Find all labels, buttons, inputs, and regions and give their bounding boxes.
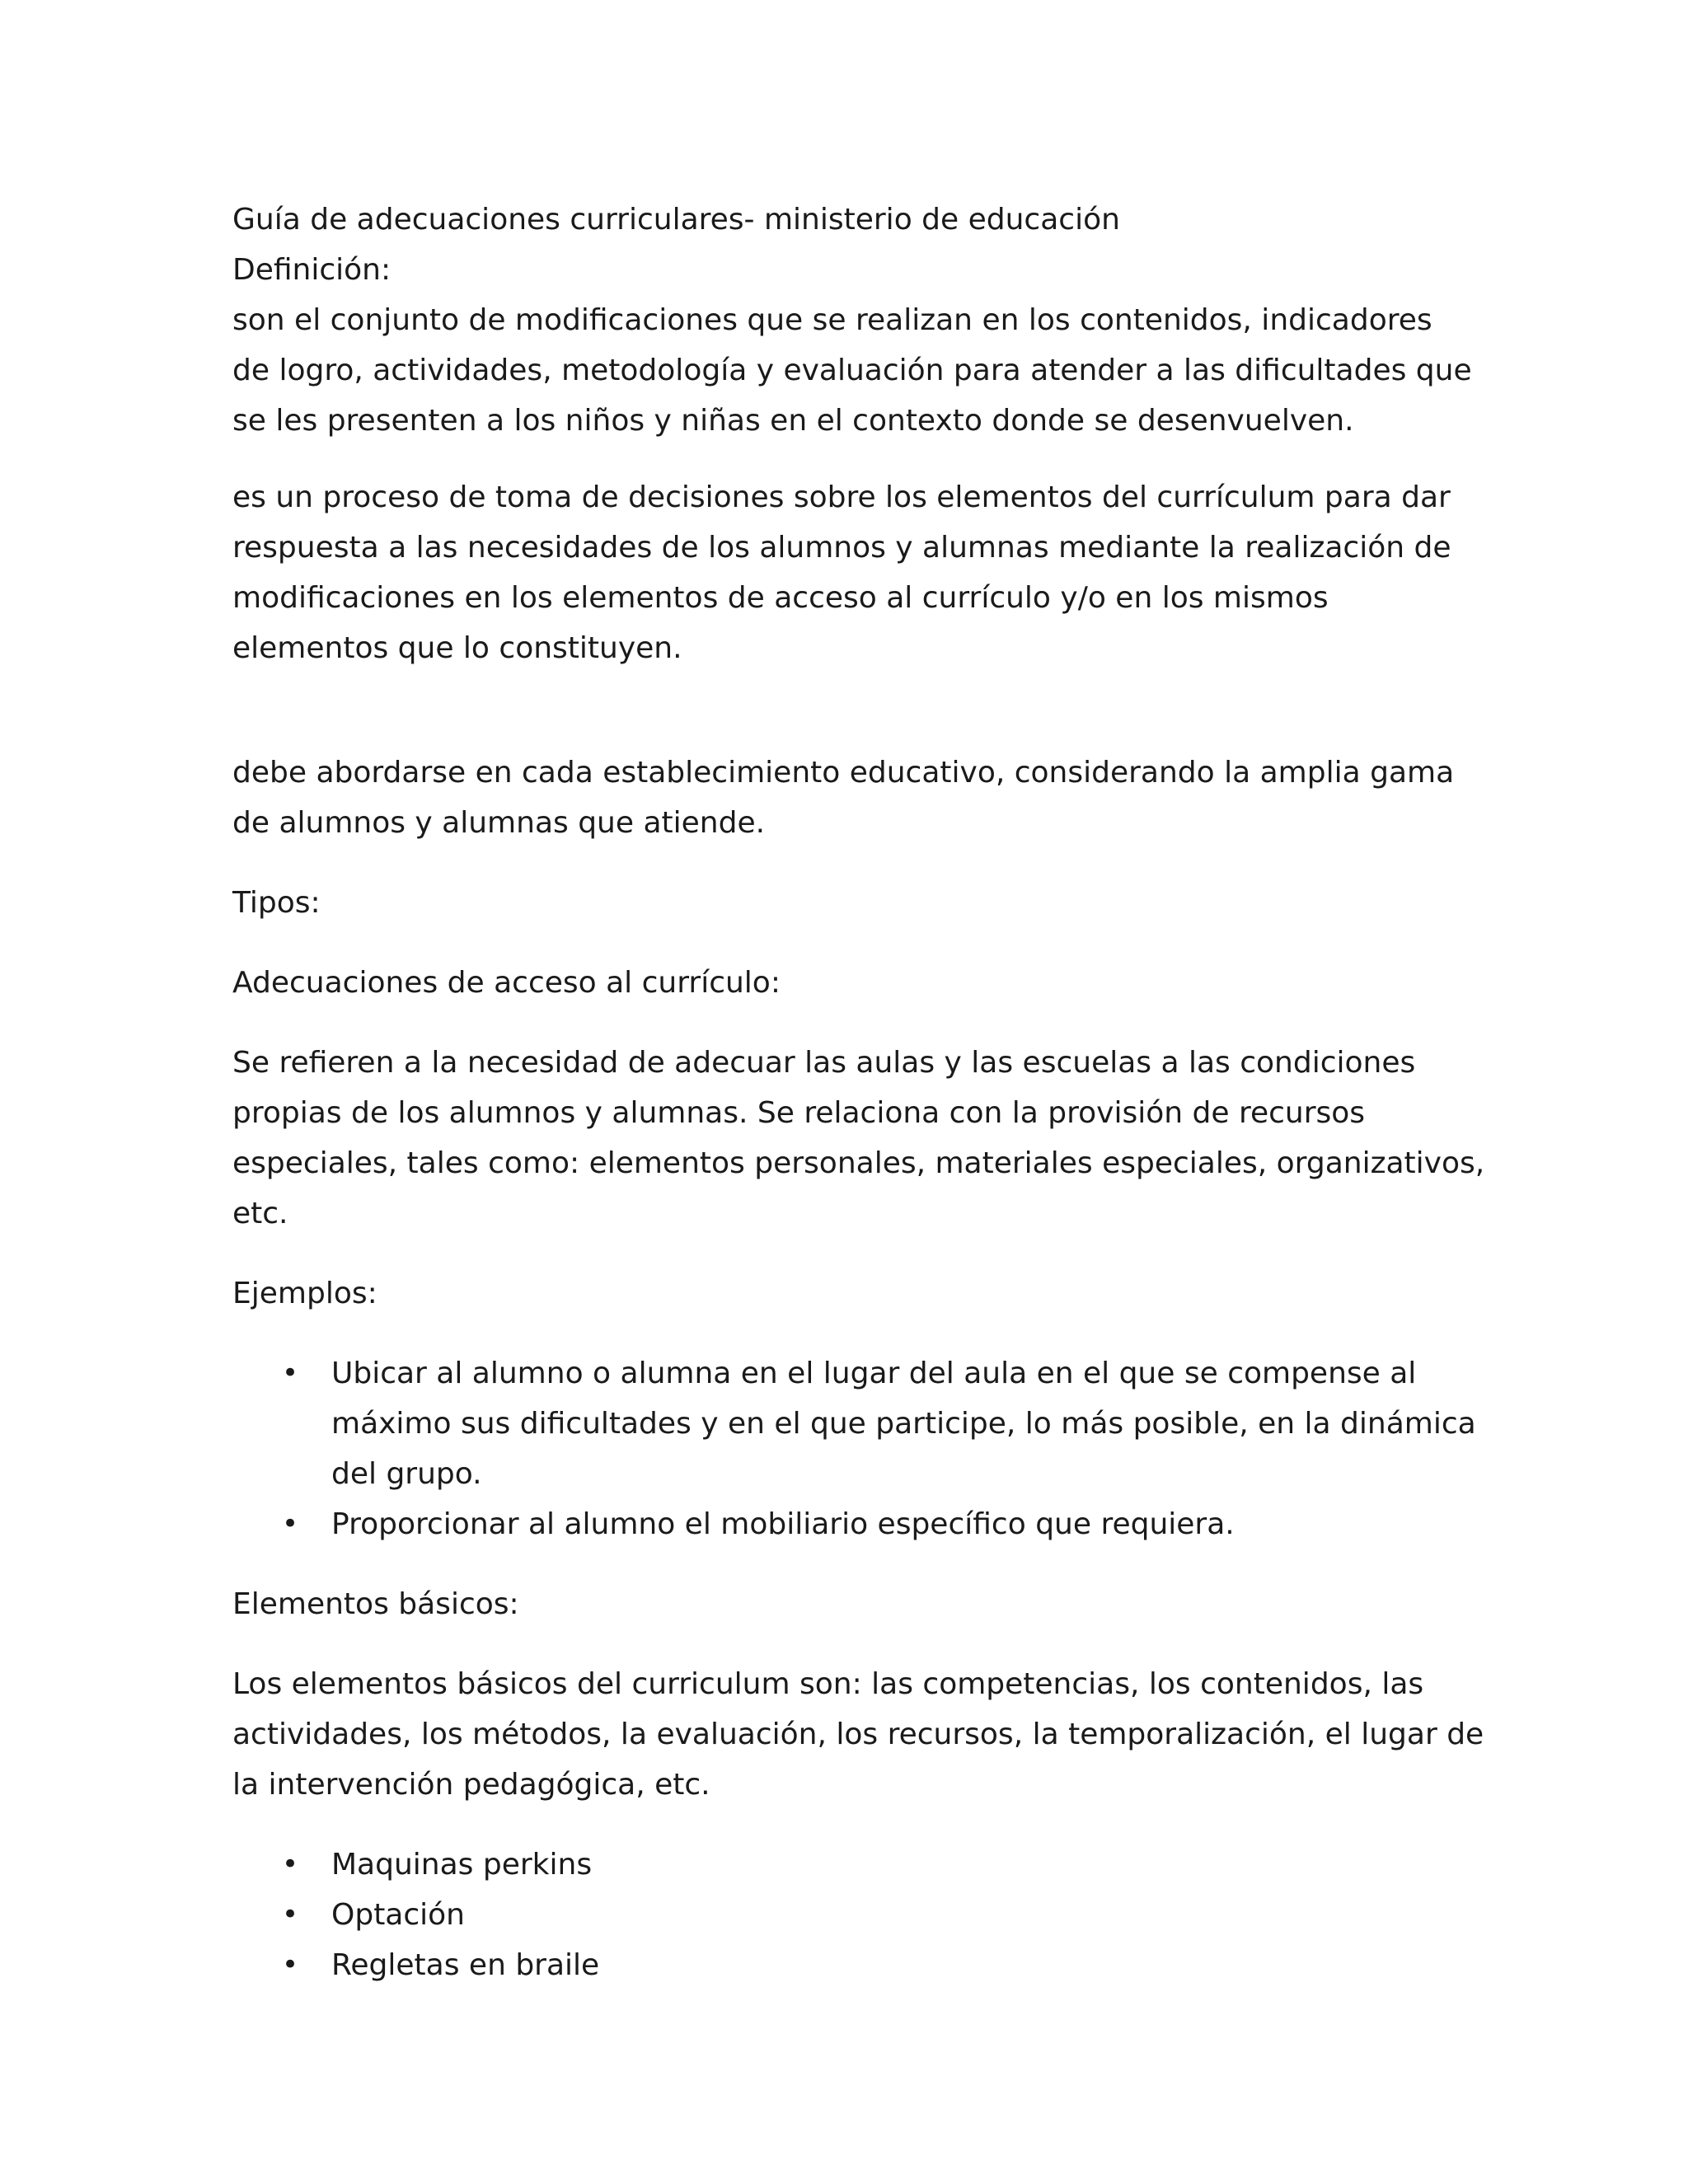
basics-line: actividades, los métodos, la evaluación, los recursos, la temporalización, el lugar de [232,1718,1484,1751]
access-heading: Adecuaciones de acceso al currículo: [232,966,781,1000]
access-line: especiales, tales como: elementos personales, materiales especiales, organizativos, [232,1146,1485,1180]
process-line: modificaciones en los elementos de acceso al currículo y/o en los mismos [232,581,1329,615]
list-item-line: Regletas en braile [331,1948,600,1982]
process-paragraph [232,472,1457,673]
basics-line: la intervención pedagógica, etc. [232,1768,710,1802]
document-title: Guía de adecuaciones curriculares- ministerio de educación [232,203,1120,237]
access-paragraph [232,1038,1485,1239]
list-item [232,1840,1457,1890]
approach-paragraph [232,748,1457,848]
list-item [232,1890,1457,1940]
list-item-line: Maquinas perkins [331,1848,593,1882]
list-item-line: máximo sus dificultades y en el que participe, lo más posible, en la dinámica [331,1407,1476,1441]
bullet-icon: • [282,1948,299,1981]
basics-paragraph [232,1659,1484,1810]
list-item-line: Optación [331,1898,465,1932]
list-item [232,1499,1457,1549]
access-line: propias de los alumnos y alumnas. Se relaciona con la provisión de recursos [232,1096,1366,1130]
resources-list [232,1840,1457,1990]
process-line: es un proceso de toma de decisiones sobre los elementos del currículum para dar [232,480,1451,514]
basics-line: Los elementos básicos del curriculum son: las competencias, los contenidos, las [232,1667,1424,1701]
bullet-icon: • [282,1898,299,1931]
process-line: respuesta a las necesidades de los alumnos y alumnas mediante la realización de [232,531,1451,565]
basics-heading: Elementos básicos: [232,1587,519,1621]
definition-line: son el conjunto de modificaciones que se realizan en los contenidos, indicadores [232,303,1432,337]
bullet-icon: • [282,1357,299,1390]
bullet-icon: • [282,1507,299,1540]
definition-line: se les presenten a los niños y niñas en el contexto donde se desenvuelven. [232,404,1354,438]
bullet-icon: • [282,1848,299,1881]
definition-paragraph [232,295,1472,446]
list-item-line: Proporcionar al alumno el mobiliario específico que requiera. [331,1507,1235,1541]
list-item [232,1940,1457,1990]
examples-heading: Ejemplos: [232,1277,377,1310]
approach-line: debe abordarse en cada establecimiento educativo, considerando la amplia gama [232,756,1455,790]
document-page [232,194,1485,1990]
list-item-line: del grupo. [331,1457,482,1491]
approach-line: de alumnos y alumnas que atiende. [232,806,766,840]
types-heading: Tipos: [232,886,321,920]
definition-line: de logro, actividades, metodología y evaluación para atender a las dificultades que [232,354,1472,387]
examples-list [232,1348,1476,1549]
list-item-line: Ubicar al alumno o alumna en el lugar del aula en el que se compense al [331,1357,1417,1390]
process-line: elementos que lo constituyen. [232,631,682,665]
access-line: Se refieren a la necesidad de adecuar las aulas y las escuelas a las condiciones [232,1046,1416,1080]
access-line: etc. [232,1197,288,1230]
list-item [232,1348,1476,1499]
definition-heading: Definición: [232,253,392,287]
